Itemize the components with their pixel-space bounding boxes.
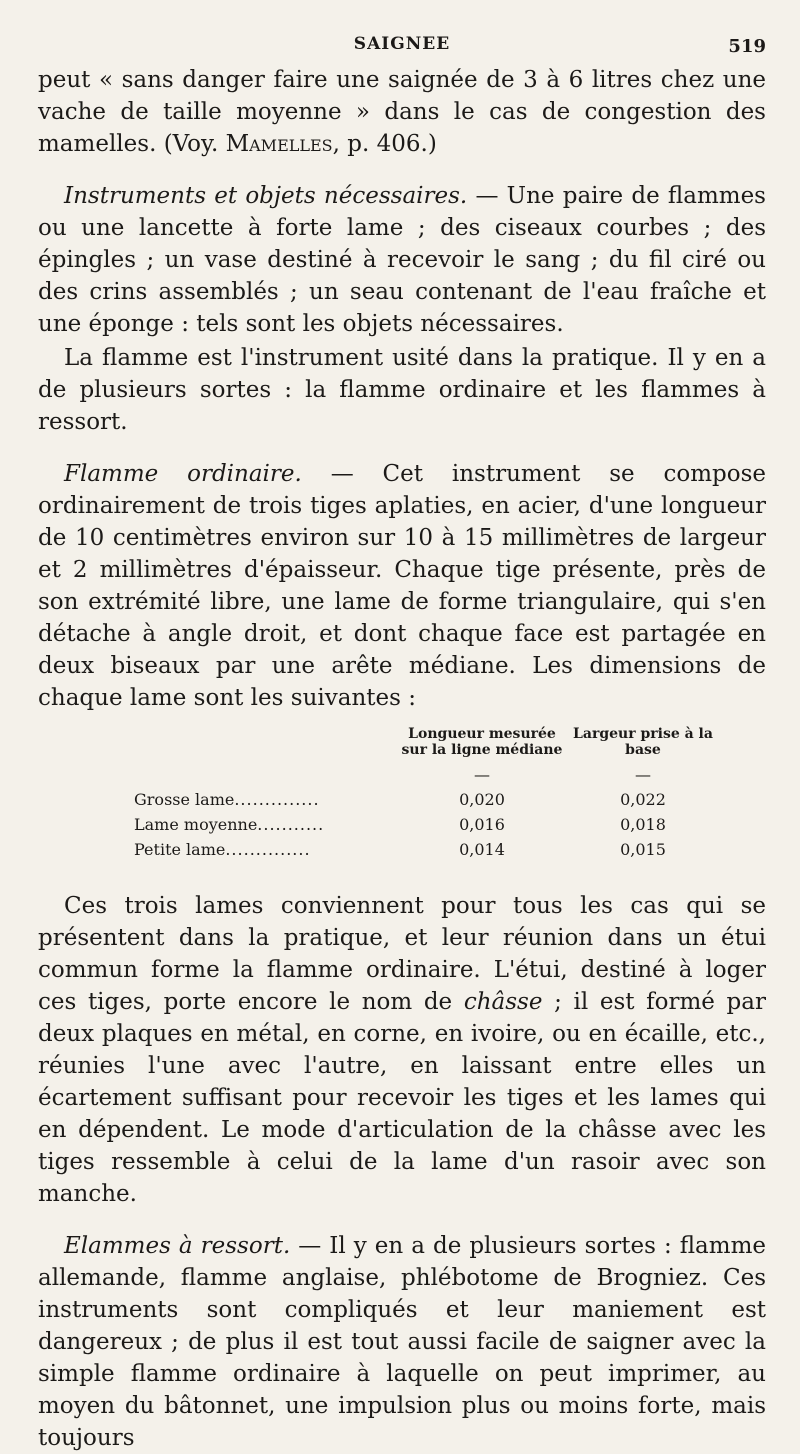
paragraph-flamme	[38, 342, 766, 438]
length-value: 0,020	[459, 790, 505, 809]
paragraph-flamme-ordinaire	[38, 458, 766, 714]
row-label: Petite lame	[134, 840, 226, 859]
paragraph-text: — Cet instrument se compose ordinairement de trois tiges aplaties, en acier, d'une longueur de 10 centimètres environ sur 10 à 15 millimètres de largeur et 2 millimètres d'épaisseur. Chaque tige présente, près de son extrémité libre, une lame de forme triangulaire, qui s'en détache à angle droit, et dont chaque face est partagée en deux biseaux par une arête médiane. Les dimensions de chaque lame sont les suivantes :	[38, 461, 766, 711]
page-header	[38, 34, 766, 64]
paragraph-text: — Une paire de flammes ou une lancette à forte lame ; des ciseaux courbes ; des épingles ; un vase destiné à recevoir le sang ; du fil ciré ou des crins assemblés ; un seau contenant de l'eau fraîche et une éponge : tels sont les objets nécessaires.	[38, 183, 766, 337]
book-page	[38, 34, 766, 1454]
blade-dimensions-table	[134, 726, 718, 862]
paragraph-text: peut « sans danger faire une saignée de 3 à 6 litres chez une vache de taille moyenne » dans le cas de congestion des mamelles. (Voy.	[38, 67, 766, 157]
paragraph-text: — Il y en a de plusieurs sortes : flamme allemande, flamme anglaise, phlébotome de Brogniez. Ces instruments sont compliqués et leur maniement est dangereux ; de plus il est tout aussi facile de saigner avec la simple flamme ordinaire à laquelle on peut imprimer, au moyen du bâtonnet, une impulsion plus ou moins forte, mais toujours	[38, 1233, 766, 1451]
row-label: Lame moyenne	[134, 815, 258, 834]
reference-page: , p. 406.)	[332, 131, 437, 157]
paragraph-chasse	[38, 890, 766, 1210]
running-title: SAIGNEE	[353, 34, 451, 54]
table-row	[134, 787, 718, 812]
width-value: 0,018	[620, 815, 666, 834]
column-header-length: Longueur mesurée sur la ligne médiane	[401, 726, 563, 758]
paragraph-text: ; il est formé par deux plaques en métal, en corne, en ivoire, ou en écaille, etc., réunies l'une avec l'autre, en laissant entre elles un écartement suffisant pour recevoir les tiges et les lames qui en dépendent. Le mode d'articulation de la châsse avec les tiges ressemble à celui de la lame d'un rasoir avec son manche.	[38, 989, 766, 1207]
table-dash-row	[134, 762, 718, 787]
dash: —	[635, 765, 651, 784]
table-header-row	[134, 726, 718, 762]
width-value: 0,022	[620, 790, 666, 809]
paragraph-text: La flamme est l'instrument usité dans la pratique. Il y en a de plusieurs sortes : la flamme ordinaire et les flammes à ressort.	[38, 345, 766, 435]
row-label: Grosse lame	[134, 790, 235, 809]
table-header-empty	[134, 726, 396, 762]
dot-leader: ..............	[234, 790, 320, 809]
italic-term: châsse	[463, 989, 543, 1015]
paragraph-text: Ces trois lames conviennent pour tous les cas qui se présentent dans la pratique, et leur réunion dans un étui commun forme la flamme ordinaire. L'étui, destiné à loger ces tiges, porte encore le nom de	[38, 893, 766, 1015]
table-row	[134, 837, 718, 862]
section-heading-flamme-ordinaire: Flamme ordinaire.	[64, 461, 302, 487]
paragraph-continuation	[38, 64, 766, 160]
section-heading-flammes-ressort: Elammes à ressort.	[64, 1233, 291, 1259]
column-header-width: Largeur prise à la base	[573, 726, 713, 758]
dot-leader: ..............	[225, 840, 311, 859]
section-heading-instruments: Instruments et objets nécessaires.	[64, 183, 468, 209]
table-row	[134, 812, 718, 837]
length-value: 0,014	[459, 840, 505, 859]
length-value: 0,016	[459, 815, 505, 834]
paragraph-instruments	[38, 180, 766, 340]
cross-reference: Mamelles	[225, 131, 333, 157]
dash: —	[474, 765, 490, 784]
width-value: 0,015	[620, 840, 666, 859]
dot-leader: ...........	[257, 815, 325, 834]
paragraph-flammes-ressort	[38, 1230, 766, 1454]
page-number: 519	[728, 36, 766, 57]
